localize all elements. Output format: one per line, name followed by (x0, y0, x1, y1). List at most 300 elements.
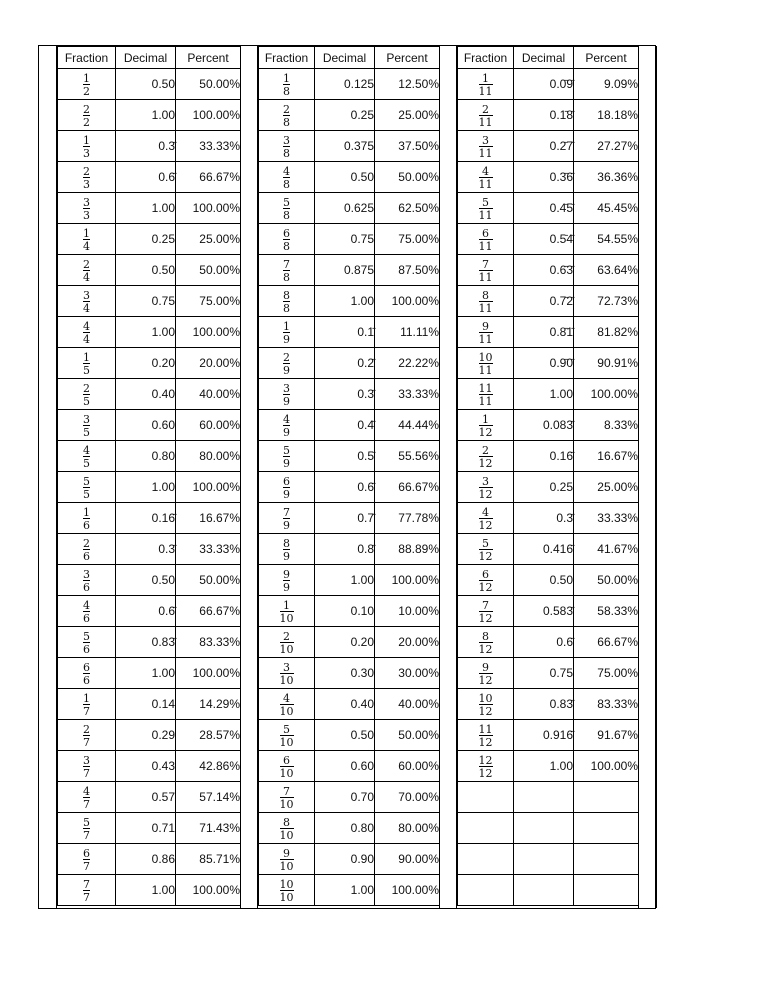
denominator: 8 (283, 178, 290, 191)
numerator: 1 (283, 72, 290, 85)
fraction (283, 445, 290, 469)
fraction-cell (58, 441, 116, 472)
numerator: 3 (83, 754, 90, 767)
numerator: 1 (482, 72, 489, 85)
fraction-cell (458, 100, 514, 131)
percent-cell: 16.67% (176, 503, 241, 534)
fraction-cell (259, 162, 315, 193)
numerator: 8 (283, 537, 290, 550)
table-row (58, 286, 241, 317)
denominator: 5 (83, 488, 90, 501)
fraction (283, 569, 290, 593)
fraction (83, 321, 90, 345)
fraction (83, 476, 90, 500)
fraction (479, 166, 493, 190)
fraction (479, 507, 493, 531)
fraction (283, 228, 290, 252)
percent-cell: 33.33% (176, 131, 241, 162)
fraction-cell (458, 472, 514, 503)
table-row (259, 565, 440, 596)
denominator: 6 (83, 581, 90, 594)
fraction-cell (458, 596, 514, 627)
fraction (283, 507, 290, 531)
decimal-cell: 0.20 (315, 627, 375, 658)
numerator: 2 (283, 103, 290, 116)
table-row (58, 844, 241, 875)
decimal-cell: 1.00 (116, 472, 176, 503)
decimal-cell: 0.86 (116, 844, 176, 875)
header-fraction: Fraction (58, 47, 116, 69)
denominator: 8 (283, 209, 290, 222)
decimal-cell: 0.4̄5̄ (514, 193, 574, 224)
table-row (58, 751, 241, 782)
denominator: 11 (478, 240, 493, 253)
table-row (58, 534, 241, 565)
table-row (458, 193, 639, 224)
fraction-cell (58, 875, 116, 906)
fraction (83, 848, 90, 872)
fraction-cell (259, 131, 315, 162)
denominator: 12 (478, 457, 493, 470)
decimal-cell: 0.375 (315, 131, 375, 162)
numerator: 4 (83, 599, 90, 612)
decimal-cell: 0.2̄7̄ (514, 131, 574, 162)
denominator: 8 (283, 116, 290, 129)
fraction (83, 135, 90, 159)
table-row (58, 100, 241, 131)
table-row (458, 69, 639, 100)
denominator: 8 (283, 302, 290, 315)
table-row (58, 317, 241, 348)
percent-cell: 57.14% (176, 782, 241, 813)
denominator: 4 (83, 271, 90, 284)
fraction (83, 290, 90, 314)
fraction-cell (458, 379, 514, 410)
decimal-cell (514, 875, 574, 906)
decimal-cell: 0.60 (315, 751, 375, 782)
fraction (479, 383, 493, 407)
denominator: 12 (478, 581, 493, 594)
numerator: 3 (83, 289, 90, 302)
table-row (259, 844, 440, 875)
fraction (283, 166, 290, 190)
fraction (479, 631, 493, 655)
decimal-cell: 1.00 (315, 875, 375, 906)
numerator: 2 (283, 351, 290, 364)
fraction-cell (458, 534, 514, 565)
fraction (479, 538, 493, 562)
fraction-cell (58, 565, 116, 596)
fraction (479, 228, 493, 252)
fraction (479, 352, 493, 376)
denominator: 3 (83, 147, 90, 160)
fraction-cell (58, 534, 116, 565)
denominator: 12 (478, 767, 493, 780)
percent-cell: 50.00% (176, 565, 241, 596)
table-row (58, 379, 241, 410)
denominator: 5 (83, 457, 90, 470)
percent-cell: 100.00% (574, 379, 639, 410)
header-fraction: Fraction (458, 47, 514, 69)
denominator: 9 (283, 333, 290, 346)
fraction-cell (58, 69, 116, 100)
table-row (458, 689, 639, 720)
decimal-cell: 0.6̄ (315, 472, 375, 503)
numerator: 6 (83, 661, 90, 674)
denominator: 11 (478, 395, 493, 408)
denominator: 7 (83, 860, 90, 873)
percent-cell: 36.36% (574, 162, 639, 193)
fraction (83, 569, 90, 593)
gap-column-2 (439, 46, 457, 908)
denominator: 2 (83, 116, 90, 129)
percent-cell: 75.00% (176, 286, 241, 317)
percent-cell: 77.78% (375, 503, 440, 534)
fraction (280, 879, 294, 903)
numerator: 5 (83, 630, 90, 643)
table-row (458, 875, 639, 906)
table-row (58, 69, 241, 100)
fraction (83, 600, 90, 624)
numerator: 3 (482, 134, 489, 147)
percent-cell: 25.00% (176, 224, 241, 255)
percent-cell: 100.00% (176, 658, 241, 689)
percent-cell: 45.45% (574, 193, 639, 224)
fraction-cell (458, 255, 514, 286)
numerator: 10 (279, 878, 294, 891)
fraction (479, 259, 493, 283)
fraction (283, 352, 290, 376)
denominator: 10 (279, 891, 294, 904)
table-row (58, 658, 241, 689)
denominator: 9 (283, 488, 290, 501)
numerator: 7 (482, 599, 489, 612)
decimal-cell: 0.25 (315, 100, 375, 131)
decimal-cell: 0.2̄ (315, 348, 375, 379)
fraction-cell (458, 813, 514, 844)
fraction-cell (58, 627, 116, 658)
table-row (58, 596, 241, 627)
decimal-cell: 0.14 (116, 689, 176, 720)
fraction (83, 507, 90, 531)
table-row (458, 286, 639, 317)
table-row (259, 255, 440, 286)
fraction-cell (458, 286, 514, 317)
fraction (283, 73, 290, 97)
table-row (458, 782, 639, 813)
numerator: 4 (83, 444, 90, 457)
fraction-cell (458, 503, 514, 534)
fraction (283, 383, 290, 407)
decimal-cell: 0.6̄ (116, 162, 176, 193)
fraction-cell (458, 844, 514, 875)
fraction (479, 693, 493, 717)
decimal-cell: 0.50 (116, 69, 176, 100)
fraction-cell (259, 782, 315, 813)
denominator: 7 (83, 736, 90, 749)
fraction (83, 879, 90, 903)
fraction (479, 135, 493, 159)
table-row (58, 689, 241, 720)
denominator: 9 (283, 457, 290, 470)
table-row (259, 441, 440, 472)
denominator: 4 (83, 302, 90, 315)
fraction-cell (458, 627, 514, 658)
header-decimal: Decimal (315, 47, 375, 69)
fraction-cell (259, 69, 315, 100)
decimal-cell: 0.71 (116, 813, 176, 844)
fraction-cell (58, 813, 116, 844)
denominator: 10 (279, 736, 294, 749)
denominator: 9 (283, 364, 290, 377)
decimal-cell: 0.3̄6̄ (514, 162, 574, 193)
decimal-cell: 0.875 (315, 255, 375, 286)
decimal-cell: 0.80 (116, 441, 176, 472)
fraction (83, 73, 90, 97)
decimal-cell: 0.916̄ (514, 720, 574, 751)
fraction (283, 135, 290, 159)
fraction-cell (58, 131, 116, 162)
fraction-cell (58, 596, 116, 627)
percent-cell: 70.00% (375, 782, 440, 813)
decimal-cell (514, 782, 574, 813)
denominator: 8 (283, 271, 290, 284)
denominator: 6 (83, 643, 90, 656)
table-row (259, 69, 440, 100)
fraction (479, 414, 493, 438)
fraction-cell (458, 193, 514, 224)
table-row (458, 627, 639, 658)
fraction (280, 724, 294, 748)
table-row (259, 534, 440, 565)
fraction (479, 600, 493, 624)
fraction-cell (58, 658, 116, 689)
fraction (479, 197, 493, 221)
decimal-cell (514, 813, 574, 844)
percent-cell: 100.00% (375, 565, 440, 596)
percent-cell: 11.11% (375, 317, 440, 348)
fraction (280, 631, 294, 655)
fraction-cell (259, 224, 315, 255)
table-row (458, 596, 639, 627)
header-row (458, 47, 639, 69)
percent-cell: 100.00% (375, 875, 440, 906)
decimal-cell: 0.75 (116, 286, 176, 317)
decimal-cell: 1.00 (315, 565, 375, 596)
fraction (283, 197, 290, 221)
fraction (83, 197, 90, 221)
fraction (83, 228, 90, 252)
numerator: 1 (83, 72, 90, 85)
decimal-cell: 0.16̄ (514, 441, 574, 472)
decimal-cell: 0.10 (315, 596, 375, 627)
table-row (58, 162, 241, 193)
percent-cell: 100.00% (176, 100, 241, 131)
header-percent: Percent (574, 47, 639, 69)
percent-cell: 41.67% (574, 534, 639, 565)
decimal-cell: 0.6̄ (116, 596, 176, 627)
decimal-cell: 0.3̄ (116, 131, 176, 162)
table-row (259, 813, 440, 844)
gap-column-1 (240, 46, 258, 908)
percent-cell: 75.00% (574, 658, 639, 689)
decimal-cell: 0.083̄ (514, 410, 574, 441)
numerator: 4 (283, 165, 290, 178)
percent-cell: 22.22% (375, 348, 440, 379)
fraction-cell (259, 100, 315, 131)
denominator: 3 (83, 209, 90, 222)
numerator: 3 (283, 134, 290, 147)
percent-cell: 30.00% (375, 658, 440, 689)
percent-cell: 20.00% (375, 627, 440, 658)
numerator: 7 (83, 878, 90, 891)
fraction-cell (458, 410, 514, 441)
denominator: 11 (478, 302, 493, 315)
denominator: 7 (83, 798, 90, 811)
table-row (259, 286, 440, 317)
header-row (259, 47, 440, 69)
table-row (259, 348, 440, 379)
fraction-cell (259, 348, 315, 379)
decimal-cell: 1.00 (116, 100, 176, 131)
denominator: 6 (83, 612, 90, 625)
percent-cell: 100.00% (176, 875, 241, 906)
numerator: 9 (482, 320, 489, 333)
numerator: 3 (83, 568, 90, 581)
fraction (479, 476, 493, 500)
denominator: 12 (478, 519, 493, 532)
fraction (479, 755, 493, 779)
decimal-cell: 0.90 (315, 844, 375, 875)
fraction-cell (259, 317, 315, 348)
denominator: 10 (279, 612, 294, 625)
denominator: 6 (83, 674, 90, 687)
fraction-cell (58, 100, 116, 131)
percent-cell: 40.00% (375, 689, 440, 720)
fraction-cell (458, 782, 514, 813)
decimal-cell: 0.75 (315, 224, 375, 255)
numerator: 1 (283, 320, 290, 333)
table-row (259, 472, 440, 503)
table-row (259, 596, 440, 627)
decimal-cell (514, 844, 574, 875)
fraction (280, 693, 294, 717)
fraction-cell (458, 658, 514, 689)
percent-cell: 58.33% (574, 596, 639, 627)
decimal-cell: 1.00 (116, 317, 176, 348)
numerator: 1 (83, 134, 90, 147)
percent-cell: 55.56% (375, 441, 440, 472)
decimal-cell: 0.50 (116, 255, 176, 286)
fraction (283, 321, 290, 345)
percent-cell: 90.00% (375, 844, 440, 875)
numerator: 6 (283, 227, 290, 240)
percent-cell: 100.00% (176, 193, 241, 224)
table-row (458, 131, 639, 162)
denominator: 11 (478, 85, 493, 98)
numerator: 5 (283, 444, 290, 457)
decimal-cell: 1.00 (315, 286, 375, 317)
left-margin-column (38, 46, 57, 908)
denominator: 8 (283, 240, 290, 253)
denominator: 5 (83, 395, 90, 408)
percent-cell: 50.00% (375, 720, 440, 751)
numerator: 2 (482, 103, 489, 116)
decimal-cell: 0.6̄ (514, 627, 574, 658)
denominator: 10 (279, 798, 294, 811)
decimal-cell: 0.5̄ (315, 441, 375, 472)
fraction-cell (58, 379, 116, 410)
conversion-table-halves-to-sevenths (57, 46, 241, 906)
denominator: 12 (478, 674, 493, 687)
denominator: 7 (83, 891, 90, 904)
percent-cell: 50.00% (176, 69, 241, 100)
numerator: 2 (83, 537, 90, 550)
table-row (259, 224, 440, 255)
fraction-cell (58, 162, 116, 193)
fraction (283, 104, 290, 128)
table-row (58, 503, 241, 534)
fraction (280, 662, 294, 686)
table-row (58, 627, 241, 658)
fraction (83, 352, 90, 376)
fraction (83, 166, 90, 190)
denominator: 10 (279, 829, 294, 842)
fraction-cell (458, 69, 514, 100)
decimal-cell: 1.00 (116, 658, 176, 689)
table-row (259, 503, 440, 534)
table-row (58, 255, 241, 286)
percent-cell: 81.82% (574, 317, 639, 348)
fraction (479, 445, 493, 469)
decimal-cell: 0.9̄0̄ (514, 348, 574, 379)
fraction (479, 724, 493, 748)
fraction (83, 104, 90, 128)
numerator: 8 (482, 289, 489, 302)
table-row (458, 472, 639, 503)
percent-cell: 50.00% (375, 162, 440, 193)
table-row (259, 627, 440, 658)
decimal-cell: 0.3̄ (116, 534, 176, 565)
percent-cell: 27.27% (574, 131, 639, 162)
conversion-table-elevenths-to-twelfths (457, 46, 639, 906)
fraction (283, 476, 290, 500)
percent-cell: 44.44% (375, 410, 440, 441)
header-percent: Percent (176, 47, 241, 69)
numerator: 7 (283, 785, 290, 798)
denominator: 12 (478, 488, 493, 501)
denominator: 9 (283, 519, 290, 532)
numerator: 1 (83, 506, 90, 519)
denominator: 9 (283, 395, 290, 408)
numerator: 8 (283, 816, 290, 829)
percent-cell: 9.09% (574, 69, 639, 100)
numerator: 1 (83, 227, 90, 240)
decimal-cell: 1.00 (116, 875, 176, 906)
fraction-cell (58, 255, 116, 286)
fraction (83, 817, 90, 841)
percent-cell: 100.00% (176, 317, 241, 348)
table-row (458, 844, 639, 875)
fraction (479, 290, 493, 314)
fraction-cell (58, 193, 116, 224)
denominator: 4 (83, 240, 90, 253)
denominator: 11 (478, 364, 493, 377)
percent-cell: 100.00% (574, 751, 639, 782)
percent-cell: 18.18% (574, 100, 639, 131)
numerator: 1 (83, 351, 90, 364)
numerator: 7 (482, 258, 489, 271)
